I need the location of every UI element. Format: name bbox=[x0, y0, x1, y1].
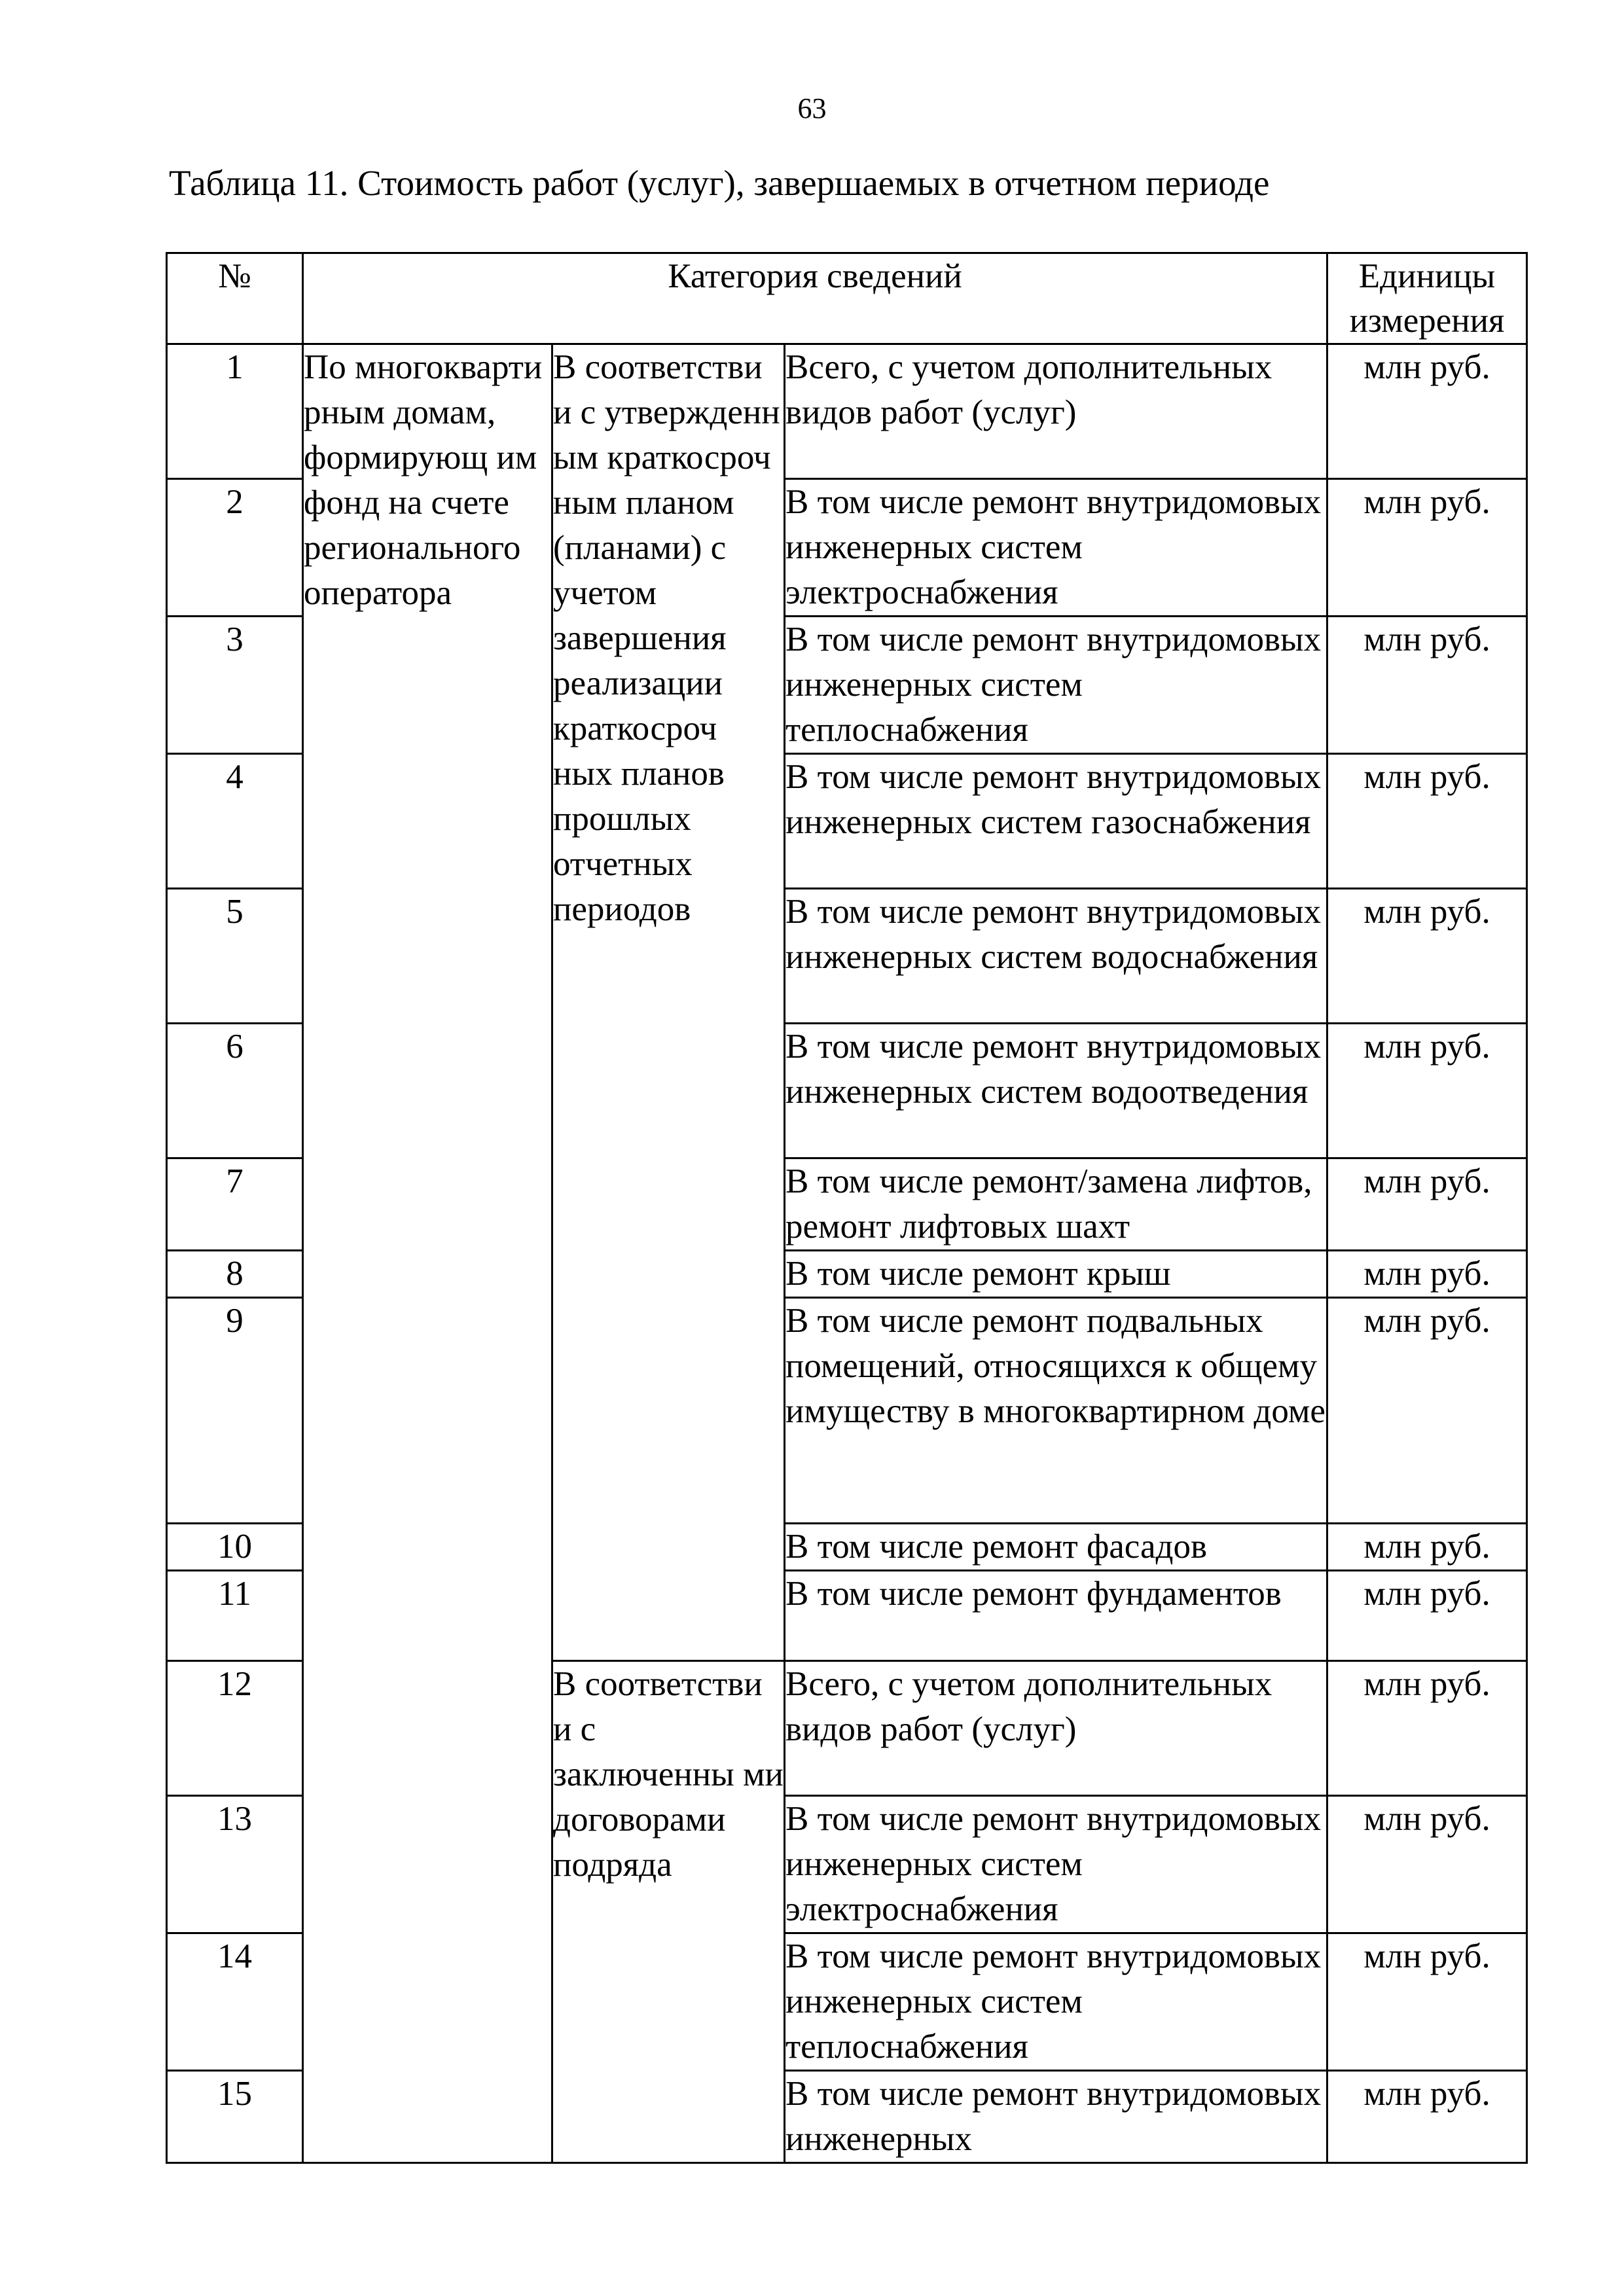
row-number: 11 bbox=[167, 1571, 303, 1661]
row-description: В том числе ремонт внутридомовых инженерных систем газоснабжения bbox=[785, 754, 1327, 889]
row-unit: млн руб. bbox=[1327, 1251, 1527, 1298]
table-header-row bbox=[167, 253, 1527, 344]
row-description: В том числе ремонт внутридомовых инженерных систем водоснабжения bbox=[785, 889, 1327, 1024]
row-description: В том числе ремонт внутридомовых инженерных систем теплоснабжения bbox=[785, 617, 1327, 754]
cost-table bbox=[166, 252, 1528, 2164]
row-unit: млн руб. bbox=[1327, 1571, 1527, 1661]
table-caption: Таблица 11. Стоимость работ (услуг), завершаемых в отчетном периоде bbox=[169, 163, 1270, 203]
header-category: Категория сведений bbox=[303, 253, 1327, 344]
row-description: В том числе ремонт подвальных помещений, относящихся к общему имуществу в многоквартирном доме bbox=[785, 1298, 1327, 1524]
row-number: 14 bbox=[167, 1933, 303, 2071]
row-number: 4 bbox=[167, 754, 303, 889]
row-unit: млн руб. bbox=[1327, 344, 1527, 479]
row-number: 12 bbox=[167, 1661, 303, 1796]
row-unit: млн руб. bbox=[1327, 1158, 1527, 1251]
row-description: В том числе ремонт внутридомовых инженерных систем водоотведения bbox=[785, 1024, 1327, 1158]
page-number: 63 bbox=[797, 92, 827, 124]
row-description: В том числе ремонт внутридомовых инженерных систем электроснабжения bbox=[785, 1796, 1327, 1933]
row-description: В том числе ремонт/замена лифтов, ремонт лифтовых шахт bbox=[785, 1158, 1327, 1251]
table-row bbox=[167, 344, 1527, 479]
row-description: Всего, с учетом дополнительных видов работ (услуг) bbox=[785, 344, 1327, 479]
header-num: № bbox=[167, 253, 303, 344]
row-unit: млн руб. bbox=[1327, 1933, 1527, 2071]
row-description: В том числе ремонт фундаментов bbox=[785, 1571, 1327, 1661]
header-unit: Единицы измерения bbox=[1327, 253, 1527, 344]
row-unit: млн руб. bbox=[1327, 754, 1527, 889]
row-unit: млн руб. bbox=[1327, 2071, 1527, 2163]
row-description: В том числе ремонт внутридомовых инженерных систем теплоснабжения bbox=[785, 1933, 1327, 2071]
row-description: В том числе ремонт фасадов bbox=[785, 1524, 1327, 1571]
row-number: 9 bbox=[167, 1298, 303, 1524]
row-number: 1 bbox=[167, 344, 303, 479]
row-unit: млн руб. bbox=[1327, 1524, 1527, 1571]
row-description: В том числе ремонт крыш bbox=[785, 1251, 1327, 1298]
row-description: Всего, с учетом дополнительных видов работ (услуг) bbox=[785, 1661, 1327, 1796]
row-number: 10 bbox=[167, 1524, 303, 1571]
row-number: 8 bbox=[167, 1251, 303, 1298]
row-unit: млн руб. bbox=[1327, 617, 1527, 754]
row-number: 6 bbox=[167, 1024, 303, 1158]
row-number: 13 bbox=[167, 1796, 303, 1933]
row-unit: млн руб. bbox=[1327, 889, 1527, 1024]
row-number: 7 bbox=[167, 1158, 303, 1251]
row-unit: млн руб. bbox=[1327, 1298, 1527, 1524]
row-unit: млн руб. bbox=[1327, 1661, 1527, 1796]
row-number: 5 bbox=[167, 889, 303, 1024]
group-regional-operator: По многокварти рным домам, формирующ им фонд на счете регионального оператора bbox=[303, 344, 552, 2163]
row-number: 2 bbox=[167, 479, 303, 617]
row-description: В том числе ремонт внутридомовых инженерных систем электроснабжения bbox=[785, 479, 1327, 617]
group-contracts: В соответстви и с заключенны ми договорами подряда bbox=[552, 1661, 785, 2163]
row-unit: млн руб. bbox=[1327, 1024, 1527, 1158]
row-description: В том числе ремонт внутридомовых инженерных bbox=[785, 2071, 1327, 2163]
row-number: 15 bbox=[167, 2071, 303, 2163]
row-unit: млн руб. bbox=[1327, 479, 1527, 617]
row-number: 3 bbox=[167, 617, 303, 754]
row-unit: млн руб. bbox=[1327, 1796, 1527, 1933]
group-short-term-plan: В соответстви и с утвержденн ым краткосроч ным планом (планами) с учетом завершения реализации краткосроч ных планов прошлых отчетных периодов bbox=[552, 344, 785, 1661]
